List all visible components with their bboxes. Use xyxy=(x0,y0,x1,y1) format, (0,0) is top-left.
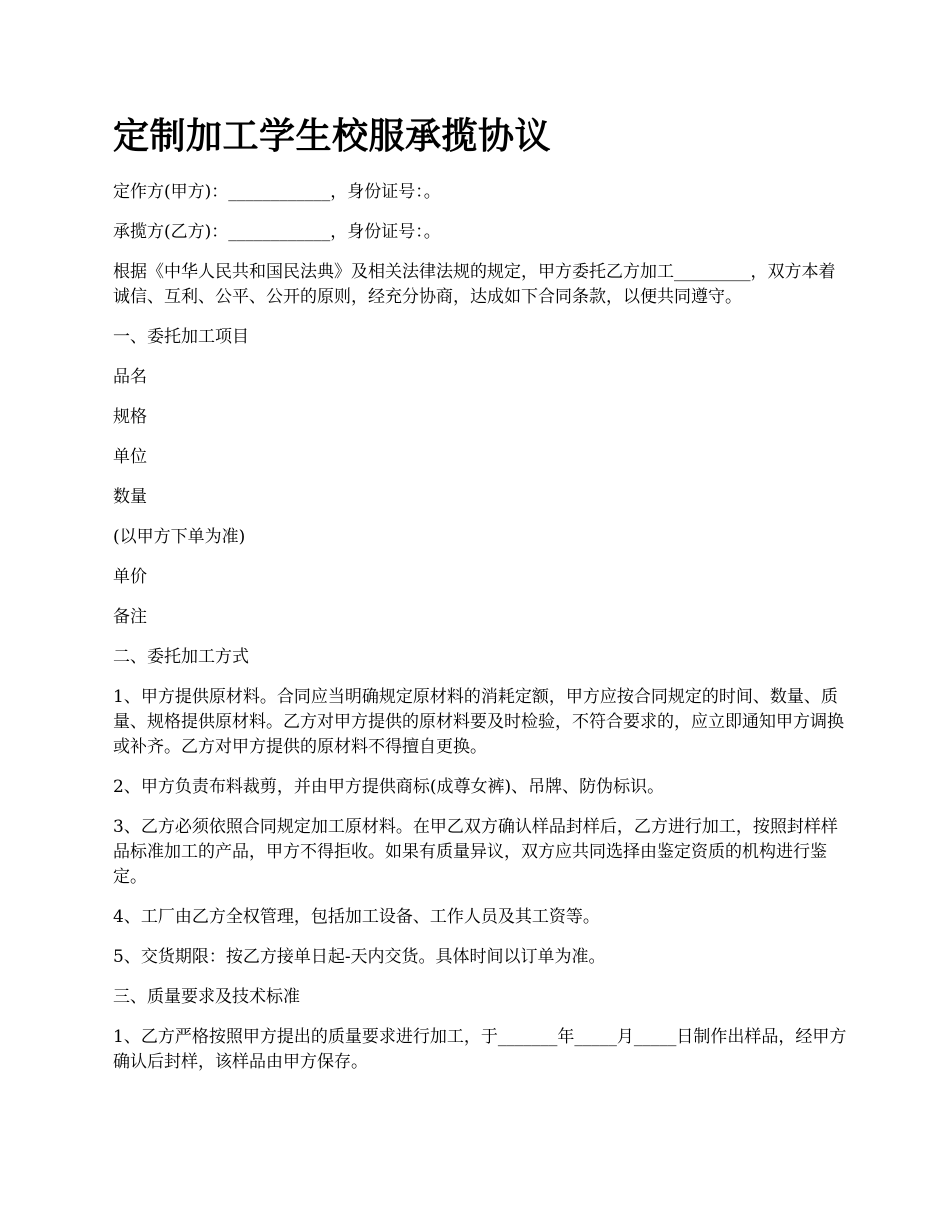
preamble-paragraph: 根据《中华人民共和国民法典》及相关法律法规的规定，甲方委托乙方加工_________，双方本着诚信、互利、公平、公开的原则，经充分协商，达成如下合同条款，以便共同遵守。 xyxy=(113,262,836,307)
item-specification: 规格 xyxy=(113,407,147,427)
section-heading-2: 二、委托加工方式 xyxy=(113,647,249,667)
clause-2-4: 4、工厂由乙方全权管理，包括加工设备、工作人员及其工资等。 xyxy=(113,907,600,927)
party-a-line: 定作方(甲方)：____________，身份证号：。 xyxy=(113,182,441,202)
clause-2-5: 5、交货期限：按乙方接单日起-天内交货。具体时间以订单为准。 xyxy=(113,947,606,967)
document-title: 定制加工学生校服承揽协议 xyxy=(113,115,552,157)
item-unit-price: 单价 xyxy=(113,567,147,587)
item-remarks: 备注 xyxy=(113,607,147,627)
party-b-line: 承揽方(乙方)：____________，身份证号：。 xyxy=(113,222,441,242)
section-heading-3: 三、质量要求及技术标准 xyxy=(113,987,300,1007)
item-quantity-note: (以甲方下单为准) xyxy=(113,527,246,547)
item-unit: 单位 xyxy=(113,447,147,467)
clause-2-3: 3、乙方必须依照合同规定加工原材料。在甲乙双方确认样品封样后，乙方进行加工，按照封样样品标准加工的产品，甲方不得拒收。如果有质量异议，双方应共同选择由鉴定资质的机构进行鉴定。 xyxy=(113,817,838,887)
clause-3-1: 1、乙方严格按照甲方提出的质量要求进行加工，于_______年_____月_____日制作出样品，经甲方确认后封样，该样品由甲方保存。 xyxy=(113,1027,847,1072)
item-quantity: 数量 xyxy=(113,487,147,507)
item-product-name: 品名 xyxy=(113,367,147,387)
document-body xyxy=(113,180,848,1090)
clause-2-2: 2、甲方负责布料裁剪，并由甲方提供商标(成尊女裤)、吊牌、防伪标识。 xyxy=(113,777,665,797)
clause-2-1: 1、甲方提供原材料。合同应当明确规定原材料的消耗定额，甲方应按合同规定的时间、数量、质量、规格提供原材料。乙方对甲方提供的原材料要及时检验，不符合要求的，应立即通知甲方调换或补齐。乙方对甲方提供的原材料不得擅自更换。 xyxy=(113,687,844,757)
section-heading-1: 一、委托加工项目 xyxy=(113,327,249,347)
